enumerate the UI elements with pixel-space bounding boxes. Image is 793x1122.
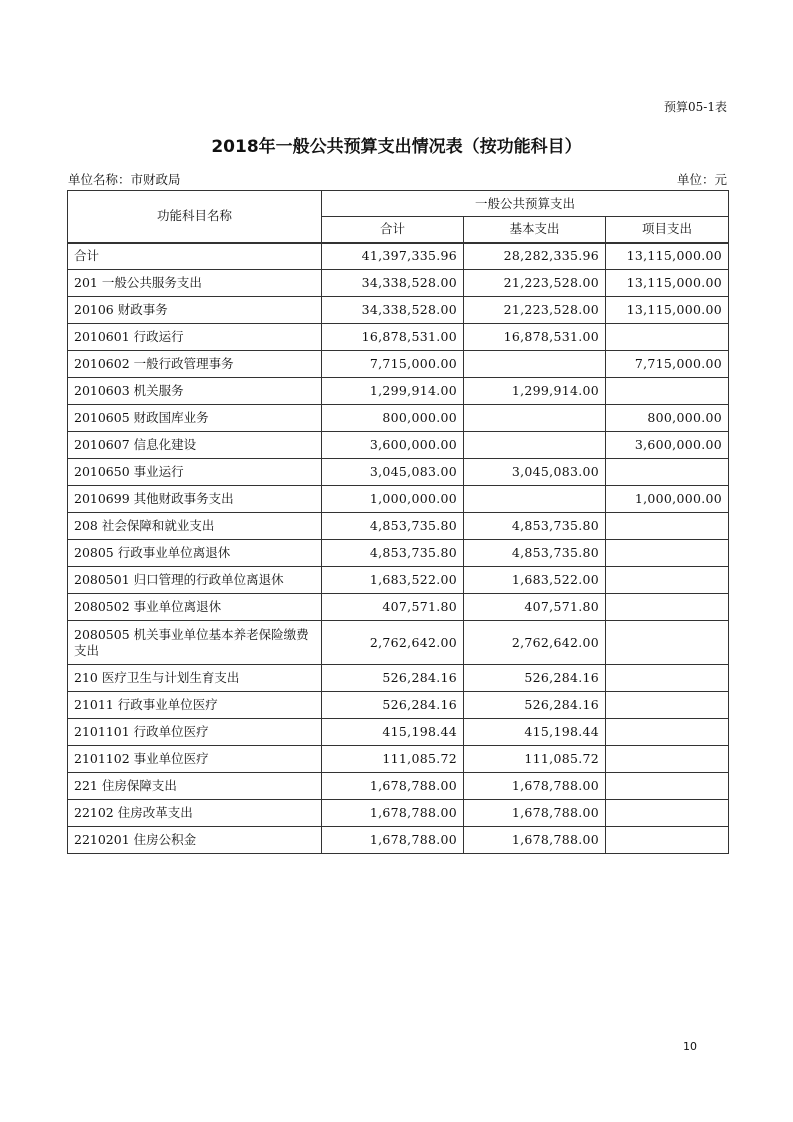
row-category-name: 208 社会保障和就业支出	[68, 513, 322, 540]
row-category-name: 21011 行政事业单位医疗	[68, 692, 322, 719]
row-category-name: 2210201 住房公积金	[68, 827, 322, 854]
row-category-name: 2080501 归口管理的行政单位离退休	[68, 567, 322, 594]
row-project-value	[606, 594, 729, 621]
row-category-name: 20106 财政事务	[68, 297, 322, 324]
table-row	[68, 594, 729, 621]
row-basic-value	[464, 405, 606, 432]
table-row	[68, 692, 729, 719]
row-total-value: 800,000.00	[322, 405, 464, 432]
row-project-value	[606, 827, 729, 854]
row-total-value: 407,571.80	[322, 594, 464, 621]
row-category-name: 2010602 一般行政管理事务	[68, 351, 322, 378]
row-basic-value: 2,762,642.00	[464, 621, 606, 665]
row-category-name: 2101102 事业单位医疗	[68, 746, 322, 773]
row-project-value	[606, 459, 729, 486]
page-number: 10	[683, 1040, 697, 1053]
row-basic-value: 4,853,735.80	[464, 513, 606, 540]
row-category-name: 2010605 财政国库业务	[68, 405, 322, 432]
row-total-value: 41,397,335.96	[322, 243, 464, 270]
table-row	[68, 513, 729, 540]
budget-table-body	[68, 243, 729, 854]
row-category-name: 合计	[68, 243, 322, 270]
row-total-value: 1,678,788.00	[322, 827, 464, 854]
table-row	[68, 270, 729, 297]
row-basic-value: 111,085.72	[464, 746, 606, 773]
row-basic-value: 1,678,788.00	[464, 827, 606, 854]
row-total-value: 415,198.44	[322, 719, 464, 746]
row-category-name: 2010601 行政运行	[68, 324, 322, 351]
row-total-value: 34,338,528.00	[322, 270, 464, 297]
row-basic-value: 16,878,531.00	[464, 324, 606, 351]
header-group: 一般公共预算支出	[322, 191, 729, 217]
row-total-value: 1,678,788.00	[322, 800, 464, 827]
row-project-value	[606, 567, 729, 594]
table-row	[68, 719, 729, 746]
row-basic-value	[464, 432, 606, 459]
row-project-value: 13,115,000.00	[606, 270, 729, 297]
table-row	[68, 243, 729, 270]
table-row	[68, 405, 729, 432]
row-basic-value: 526,284.16	[464, 665, 606, 692]
table-row	[68, 378, 729, 405]
row-category-name: 201 一般公共服务支出	[68, 270, 322, 297]
row-basic-value: 3,045,083.00	[464, 459, 606, 486]
row-basic-value	[464, 486, 606, 513]
table-row	[68, 486, 729, 513]
table-row	[68, 746, 729, 773]
row-total-value: 111,085.72	[322, 746, 464, 773]
row-project-value: 1,000,000.00	[606, 486, 729, 513]
row-total-value: 526,284.16	[322, 665, 464, 692]
table-row	[68, 800, 729, 827]
row-category-name: 2101101 行政单位医疗	[68, 719, 322, 746]
row-project-value	[606, 719, 729, 746]
row-project-value: 800,000.00	[606, 405, 729, 432]
row-category-name: 2080502 事业单位离退休	[68, 594, 322, 621]
row-total-value: 34,338,528.00	[322, 297, 464, 324]
row-category-name: 2010607 信息化建设	[68, 432, 322, 459]
row-project-value	[606, 621, 729, 665]
budget-table	[67, 190, 729, 854]
table-row	[68, 567, 729, 594]
row-category-name: 2010650 事业运行	[68, 459, 322, 486]
unit-name-label: 单位名称：市财政局	[68, 172, 181, 187]
row-basic-value: 415,198.44	[464, 719, 606, 746]
row-category-name: 2080505 机关事业单位基本养老保险缴费支出	[68, 621, 322, 665]
row-project-value	[606, 324, 729, 351]
row-project-value	[606, 378, 729, 405]
row-total-value: 3,045,083.00	[322, 459, 464, 486]
row-total-value: 1,678,788.00	[322, 773, 464, 800]
row-project-value: 13,115,000.00	[606, 297, 729, 324]
row-category-name: 2010699 其他财政事务支出	[68, 486, 322, 513]
table-row	[68, 459, 729, 486]
row-category-name: 221 住房保障支出	[68, 773, 322, 800]
row-basic-value: 4,853,735.80	[464, 540, 606, 567]
row-project-value	[606, 665, 729, 692]
table-row	[68, 621, 729, 665]
table-row	[68, 351, 729, 378]
row-total-value: 4,853,735.80	[322, 540, 464, 567]
row-basic-value: 1,678,788.00	[464, 773, 606, 800]
header-project: 项目支出	[606, 217, 729, 243]
row-category-name: 2010603 机关服务	[68, 378, 322, 405]
row-total-value: 526,284.16	[322, 692, 464, 719]
row-basic-value: 1,678,788.00	[464, 800, 606, 827]
row-total-value: 1,000,000.00	[322, 486, 464, 513]
row-project-value	[606, 773, 729, 800]
row-basic-value: 526,284.16	[464, 692, 606, 719]
row-category-name: 20805 行政事业单位离退休	[68, 540, 322, 567]
row-project-value: 3,600,000.00	[606, 432, 729, 459]
row-project-value: 7,715,000.00	[606, 351, 729, 378]
table-row	[68, 827, 729, 854]
row-category-name: 22102 住房改革支出	[68, 800, 322, 827]
row-basic-value: 1,683,522.00	[464, 567, 606, 594]
header-total: 合计	[322, 217, 464, 243]
row-basic-value: 21,223,528.00	[464, 297, 606, 324]
header-category: 功能科目名称	[68, 191, 322, 243]
table-row	[68, 540, 729, 567]
currency-unit-label: 单位：元	[676, 172, 727, 187]
table-row	[68, 773, 729, 800]
table-row	[68, 665, 729, 692]
row-basic-value: 407,571.80	[464, 594, 606, 621]
row-project-value	[606, 692, 729, 719]
row-project-value	[606, 540, 729, 567]
row-project-value	[606, 746, 729, 773]
row-total-value: 1,299,914.00	[322, 378, 464, 405]
row-project-value	[606, 800, 729, 827]
table-row	[68, 297, 729, 324]
unit-info-row	[68, 170, 727, 188]
row-total-value: 1,683,522.00	[322, 567, 464, 594]
row-total-value: 2,762,642.00	[322, 621, 464, 665]
row-project-value	[606, 513, 729, 540]
row-total-value: 4,853,735.80	[322, 513, 464, 540]
row-total-value: 3,600,000.00	[322, 432, 464, 459]
row-basic-value: 21,223,528.00	[464, 270, 606, 297]
row-total-value: 16,878,531.00	[322, 324, 464, 351]
header-basic: 基本支出	[464, 217, 606, 243]
row-basic-value	[464, 351, 606, 378]
table-row	[68, 432, 729, 459]
row-project-value: 13,115,000.00	[606, 243, 729, 270]
row-category-name: 210 医疗卫生与计划生育支出	[68, 665, 322, 692]
row-total-value: 7,715,000.00	[322, 351, 464, 378]
row-basic-value: 28,282,335.96	[464, 243, 606, 270]
table-reference: 预算05-1表	[664, 100, 727, 114]
row-basic-value: 1,299,914.00	[464, 378, 606, 405]
table-row	[68, 324, 729, 351]
page-title: 2018年一般公共预算支出情况表（按功能科目）	[211, 137, 582, 157]
